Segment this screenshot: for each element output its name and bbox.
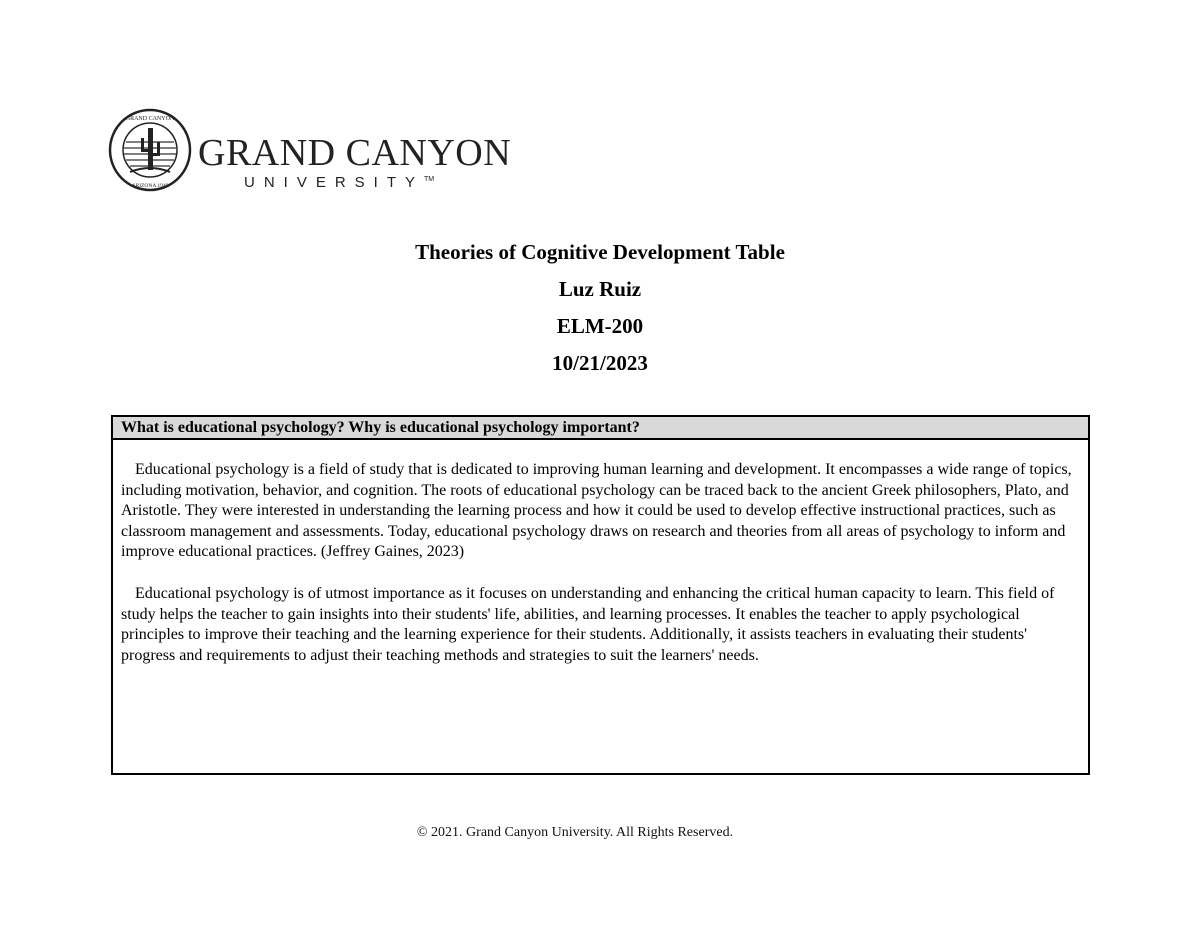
document-date: 10/21/2023 [552, 351, 648, 375]
copyright-footer: © 2021. Grand Canyon University. All Rights Reserved. [416, 825, 734, 840]
document-header [0, 236, 1200, 384]
answer-paragraph: Educational psychology is a field of study that is dedicated to improving human learning and development. It encompasses a wide range of topics, including motivation, behavior, and cognition. The roots of educational psychology can be traced back to the ancient Greek philosophers, Plato, and Aristotle. They were interested in understanding the learning process and how it could be used to develop effective instructional practices, such as classroom management and assessments. Today, educational psychology draws on research and theories from all areas of psychology to inform and improve educational practices. (Jeffrey Gaines, 2023) [121, 461, 1072, 561]
svg-text:GRAND CANYON: GRAND CANYON [125, 116, 175, 122]
university-seal-icon [108, 108, 192, 192]
author-name: Luz Ruiz [558, 277, 642, 301]
answer-paragraph: Educational psychology is of utmost importance as it focuses on understanding and enhancing the critical human capacity to learn. This field of study helps the teacher to gain insights into their students' life, abilities, and learning processes. It enables the teacher to apply psychological principles to improve their teaching and the learning experience for their students. Additionally, it assists teachers in evaluating their students' progress and requirements to adjust their teaching methods and strategies to suit the learners' needs. [121, 584, 1055, 664]
university-name-wordmark [198, 134, 511, 172]
svg-text:ARIZONA 1949: ARIZONA 1949 [131, 183, 169, 189]
document-title: Theories of Cognitive Development Table [415, 240, 785, 264]
course-code: ELM-200 [556, 314, 644, 338]
answer-cell [113, 440, 1088, 666]
question-table [111, 415, 1090, 775]
university-logo [108, 108, 512, 196]
university-name-line2: UNIVERSITY [244, 174, 425, 191]
university-name-line1: GRAND CANYON [198, 132, 512, 174]
question-header: What is educational psychology? Why is educational psychology important? [113, 417, 1088, 440]
trademark-mark: TM [424, 176, 435, 183]
university-subname-wordmark [244, 174, 434, 191]
